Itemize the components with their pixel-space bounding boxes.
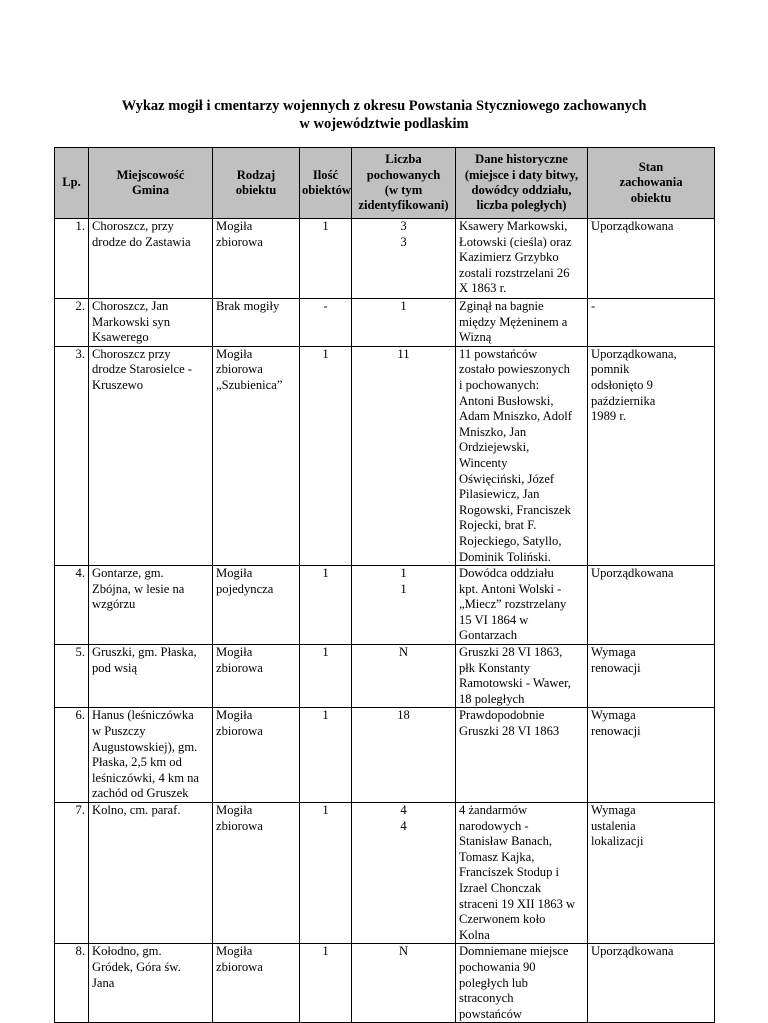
cell-state (588, 219, 715, 299)
header-place-line: Gmina (131, 183, 170, 197)
cell-place (89, 299, 213, 347)
cell-type-line: „Szubienica” (216, 377, 283, 392)
cell-buried-line: 3 (400, 219, 407, 233)
cell-count-line: 1 (322, 803, 329, 817)
cell-buried (352, 219, 456, 299)
cell-type (213, 645, 300, 708)
cell-lp (55, 566, 89, 645)
header-type (213, 148, 300, 219)
cell-place-line: Kolno, cm. paraf. (92, 803, 181, 817)
header-buried-line: Liczba (385, 152, 422, 167)
cell-place-line: leśniczówki, 4 km na (92, 770, 200, 785)
cell-type-line: zbiorowa (216, 959, 263, 974)
cell-type (213, 708, 300, 803)
cell-history-line: Mniszko, Jan (459, 424, 527, 439)
cell-history-line: Izrael Chonczak (459, 880, 542, 895)
cell-type (213, 299, 300, 347)
title-line-1: Wykaz mogił i cmentarzy wojennych z okresu Powstania Styczniowego zachowanych (121, 98, 647, 114)
cell-state-line: października (591, 393, 656, 408)
cell-history-line: Oświęciński, Józef (459, 471, 555, 486)
cell-type-line: Mogiła (216, 944, 253, 959)
cell-history-line: Wincenty (459, 455, 508, 470)
cell-history-line: płk Konstanty (459, 660, 531, 675)
cell-place-line: Hanus (leśniczówka (92, 708, 194, 723)
cell-type-line: pojedyncza (216, 581, 274, 596)
cell-state-line: Uporządkowana (591, 944, 674, 959)
cell-history (456, 803, 588, 944)
header-state (588, 148, 715, 219)
cell-type-line: Mogiła (216, 219, 253, 233)
cell-lp-line: 7. (75, 803, 85, 817)
cell-place (89, 803, 213, 944)
header-buried-line: zidentyfikowani) (358, 198, 449, 213)
cell-type-line: Mogiła (216, 803, 253, 817)
cell-buried-line: N (398, 645, 409, 660)
cell-history-line: straconych (459, 991, 514, 1006)
cell-place-line: Płaska, 2,5 km od (92, 755, 182, 770)
header-place-line: Miejscowość (116, 167, 185, 182)
cell-buried (352, 346, 456, 565)
cell-place (89, 645, 213, 708)
header-state-line: zachowania (619, 175, 683, 190)
cell-type-line: Mogiła (216, 645, 253, 660)
cell-state-line: pomnik (591, 362, 630, 377)
cell-count (300, 299, 352, 347)
header-buried-line: (w tym (384, 183, 423, 197)
cell-count (300, 944, 352, 1023)
cell-lp (55, 645, 89, 708)
table-row (55, 944, 715, 1023)
cell-history-line: Ramotowski - Wawer, (459, 676, 571, 691)
document-title (0, 97, 768, 133)
cell-history (456, 346, 588, 565)
header-history-line: dowódcy oddziału, (471, 183, 572, 197)
cell-history-line: Gruszki 28 VI 1863, (459, 645, 563, 660)
cell-history-line: Łotowski (cieśla) oraz (459, 234, 572, 249)
cell-buried (352, 645, 456, 708)
header-count (300, 148, 352, 219)
table-row (55, 346, 715, 565)
cell-place-line: Gontarze, gm. (92, 566, 164, 581)
cell-buried-line: 4 (400, 803, 407, 817)
cell-place-line: Markowski syn (92, 314, 171, 329)
cell-state (588, 346, 715, 565)
cell-count-line: - (323, 299, 328, 313)
cell-place (89, 219, 213, 299)
table-row (55, 803, 715, 944)
cell-count-line: 1 (322, 708, 329, 723)
cell-place (89, 708, 213, 803)
header-type-line: obiektu (235, 183, 277, 197)
cell-count (300, 566, 352, 645)
cell-history-line: Czerwonem koło (459, 912, 546, 927)
cell-history-line: narodowych - (459, 818, 529, 833)
cell-history-line: Domniemane miejsce (459, 944, 569, 959)
cell-history-line: Rojeckiego, Satyllo, (459, 533, 562, 548)
cell-buried-line: 1 (400, 299, 407, 313)
cell-place-line: Choroszcz, przy (92, 219, 174, 233)
cell-history-line: powstańców (459, 1006, 522, 1021)
cell-state (588, 299, 715, 347)
cell-history-line: Tomasz Kajka, (459, 849, 535, 864)
cell-history-line: Wizną (459, 330, 492, 345)
cell-place-line: Choroszcz przy (92, 346, 171, 361)
cell-buried-line: 4 (400, 818, 407, 833)
cell-state-line: renowacji (591, 724, 641, 739)
cell-history-line: Rogowski, Franciszek (459, 502, 571, 517)
cell-history-line: straceni 19 XII 1863 w (459, 896, 576, 911)
cell-count-line: 1 (322, 219, 329, 233)
cell-history-line: Ksawery Markowski, (459, 219, 568, 233)
cell-history-line: poległych lub (459, 975, 528, 990)
cell-lp-line: 8. (75, 944, 85, 959)
cell-history-line: Franciszek Stodup i (459, 865, 560, 880)
header-history-line: (miejsce i daty bitwy, (464, 167, 579, 182)
cell-count (300, 219, 352, 299)
cell-place-line: Kołodno, gm. (92, 944, 162, 959)
table-row (55, 645, 715, 708)
table-body (55, 219, 715, 1023)
cell-lp (55, 219, 89, 299)
cell-history-line: Rojecki, brat F. (459, 518, 537, 533)
cell-count (300, 346, 352, 565)
cell-place-line: Gruszki, gm. Płaska, (92, 645, 197, 660)
cell-count-line: 1 (322, 944, 329, 959)
cell-type-line: zbiorowa (216, 234, 263, 249)
cell-place-line: Ksawerego (92, 330, 149, 345)
cell-history (456, 708, 588, 803)
cell-history-line: 18 poległych (459, 691, 525, 706)
cell-history-line: Stanisław Banach, (459, 834, 553, 849)
cell-type (213, 219, 300, 299)
cell-place-line: Zbójna, w lesie na (92, 581, 185, 596)
cell-state-line: ustalenia (591, 818, 636, 833)
header-lp-line: Lp. (62, 175, 81, 190)
cell-count (300, 803, 352, 944)
cell-history (456, 944, 588, 1023)
cell-state (588, 708, 715, 803)
cell-history-line: Gruszki 28 VI 1863 (459, 724, 560, 739)
cell-history-line: „Miecz” rozstrzelany (459, 597, 567, 612)
cell-history (456, 219, 588, 299)
header-lp (55, 148, 89, 219)
cell-state-line: Wymaga (591, 803, 636, 817)
cell-lp (55, 708, 89, 803)
cell-buried (352, 566, 456, 645)
table-row (55, 299, 715, 347)
header-row (55, 148, 715, 219)
header-buried-line: pochowanych (366, 167, 441, 182)
table-row (55, 566, 715, 645)
cell-history-line: 4 żandarmów (459, 803, 528, 817)
cell-lp-line: 6. (75, 708, 85, 723)
cell-type-line: zbiorowa (216, 362, 263, 377)
cell-buried (352, 299, 456, 347)
cell-history-line: 11 powstańców (459, 346, 538, 361)
header-count-line: Ilość (312, 167, 339, 182)
cell-lp-line: 2. (75, 299, 85, 313)
cell-history-line: Ordziejewski, (459, 440, 530, 455)
cell-type (213, 944, 300, 1023)
title-line-2: w województwie podlaskim (299, 116, 469, 132)
cell-state-line: Uporządkowana (591, 219, 674, 233)
cell-type-line: Mogiła (216, 346, 253, 361)
cell-place-line: drodze do Zastawia (92, 234, 191, 249)
cell-lp (55, 346, 89, 565)
cell-buried-line: N (398, 944, 409, 959)
cell-place-line: Augustowskiej), gm. (92, 739, 198, 754)
cell-state-line: Uporządkowana (591, 566, 674, 581)
header-count-line: obiektów (302, 183, 351, 197)
cell-state-line: Wymaga (591, 645, 636, 660)
cell-type-line: zbiorowa (216, 724, 263, 739)
cell-lp (55, 299, 89, 347)
cell-history-line: zostali rozstrzelani 26 (459, 265, 570, 280)
cell-place-line: Gródek, Góra św. (92, 959, 181, 974)
cell-place (89, 346, 213, 565)
cell-lp-line: 4. (75, 566, 85, 581)
cell-buried (352, 803, 456, 944)
cell-history-line: Prawdopodobnie (459, 708, 545, 723)
cell-state-line: renowacji (591, 660, 641, 675)
header-type-line: Rodzaj (236, 167, 276, 182)
cell-lp-line: 5. (75, 645, 85, 660)
cell-history-line: Zginął na bagnie (459, 299, 544, 313)
cell-type-line: zbiorowa (216, 818, 263, 833)
cell-history-line: między Mężeninem a (459, 314, 568, 329)
cell-buried-line: 18 (397, 708, 410, 723)
cell-history-line: Antoni Busłowski, (459, 393, 554, 408)
cell-type-line: zbiorowa (216, 660, 263, 675)
cell-count (300, 708, 352, 803)
header-place (89, 148, 213, 219)
cell-history-line: Gontarzach (459, 628, 518, 643)
cell-buried-line: 1 (400, 581, 407, 596)
cell-count (300, 645, 352, 708)
cell-history-line: Adam Mniszko, Adolf (459, 409, 572, 424)
table-row (55, 708, 715, 803)
cell-history (456, 299, 588, 347)
cell-buried-line: 11 (397, 346, 410, 361)
cell-place (89, 566, 213, 645)
cell-lp (55, 944, 89, 1023)
cell-place-line: Jana (92, 975, 115, 990)
cell-history-line: Kazimierz Grzybko (459, 250, 559, 265)
cell-history-line: X 1863 r. (459, 281, 507, 296)
cell-history-line: Pilasiewicz, Jan (459, 487, 540, 502)
cell-type (213, 803, 300, 944)
cell-state-line: - (591, 299, 596, 313)
cell-place-line: wzgórzu (92, 597, 136, 612)
cell-type (213, 346, 300, 565)
cell-type-line: Mogiła (216, 708, 253, 723)
cell-count-line: 1 (322, 566, 329, 581)
table-row (55, 219, 715, 299)
cell-history-line: zostało powieszonych (459, 362, 570, 377)
header-state-line: obiektu (630, 190, 672, 205)
cell-place-line: zachód od Gruszek (92, 786, 189, 801)
cell-state (588, 803, 715, 944)
cell-history-line: i pochowanych: (459, 377, 540, 392)
cell-state-line: Uporządkowana, (591, 346, 677, 361)
cell-state-line: 1989 r. (591, 409, 626, 424)
cell-place-line: Kruszewo (92, 377, 144, 392)
cell-count-line: 1 (322, 645, 329, 660)
cell-buried-line: 1 (400, 566, 407, 581)
cell-buried-line: 3 (400, 234, 407, 249)
cell-state (588, 944, 715, 1023)
cell-history-line: 15 VI 1864 w (459, 612, 529, 627)
cell-lp-line: 1. (75, 219, 85, 233)
header-history (456, 148, 588, 219)
cell-place-line: Choroszcz, Jan (92, 299, 169, 313)
cell-state-line: lokalizacji (591, 834, 644, 849)
cell-history-line: pochowania 90 (459, 959, 536, 974)
cell-history-line: kpt. Antoni Wolski - (459, 581, 562, 596)
header-history-line: liczba poległych) (476, 198, 567, 213)
cell-history-line: Dominik Toliński. (459, 549, 551, 564)
cell-buried (352, 944, 456, 1023)
header-buried (352, 148, 456, 219)
header-history-line: Dane historyczne (475, 152, 568, 167)
cell-type (213, 566, 300, 645)
cell-state-line: Wymaga (591, 708, 636, 723)
cell-history (456, 566, 588, 645)
cell-state-line: odsłonięto 9 (591, 377, 653, 392)
cell-state (588, 566, 715, 645)
cell-history (456, 645, 588, 708)
graves-table (54, 147, 715, 1023)
cell-type-line: Mogiła (216, 566, 253, 581)
cell-place (89, 944, 213, 1023)
header-state-line: Stan (638, 159, 664, 174)
cell-lp (55, 803, 89, 944)
cell-lp-line: 3. (75, 346, 85, 361)
cell-place-line: pod wsią (92, 660, 138, 675)
cell-place-line: drodze Starosielce - (92, 362, 193, 377)
cell-count-line: 1 (322, 346, 329, 361)
cell-type-line: Brak mogiły (216, 299, 280, 313)
cell-history-line: Kolna (459, 927, 490, 942)
cell-history-line: Dowódca oddziału (459, 566, 554, 581)
cell-state (588, 645, 715, 708)
cell-place-line: w Puszczy (92, 724, 146, 739)
cell-buried (352, 708, 456, 803)
